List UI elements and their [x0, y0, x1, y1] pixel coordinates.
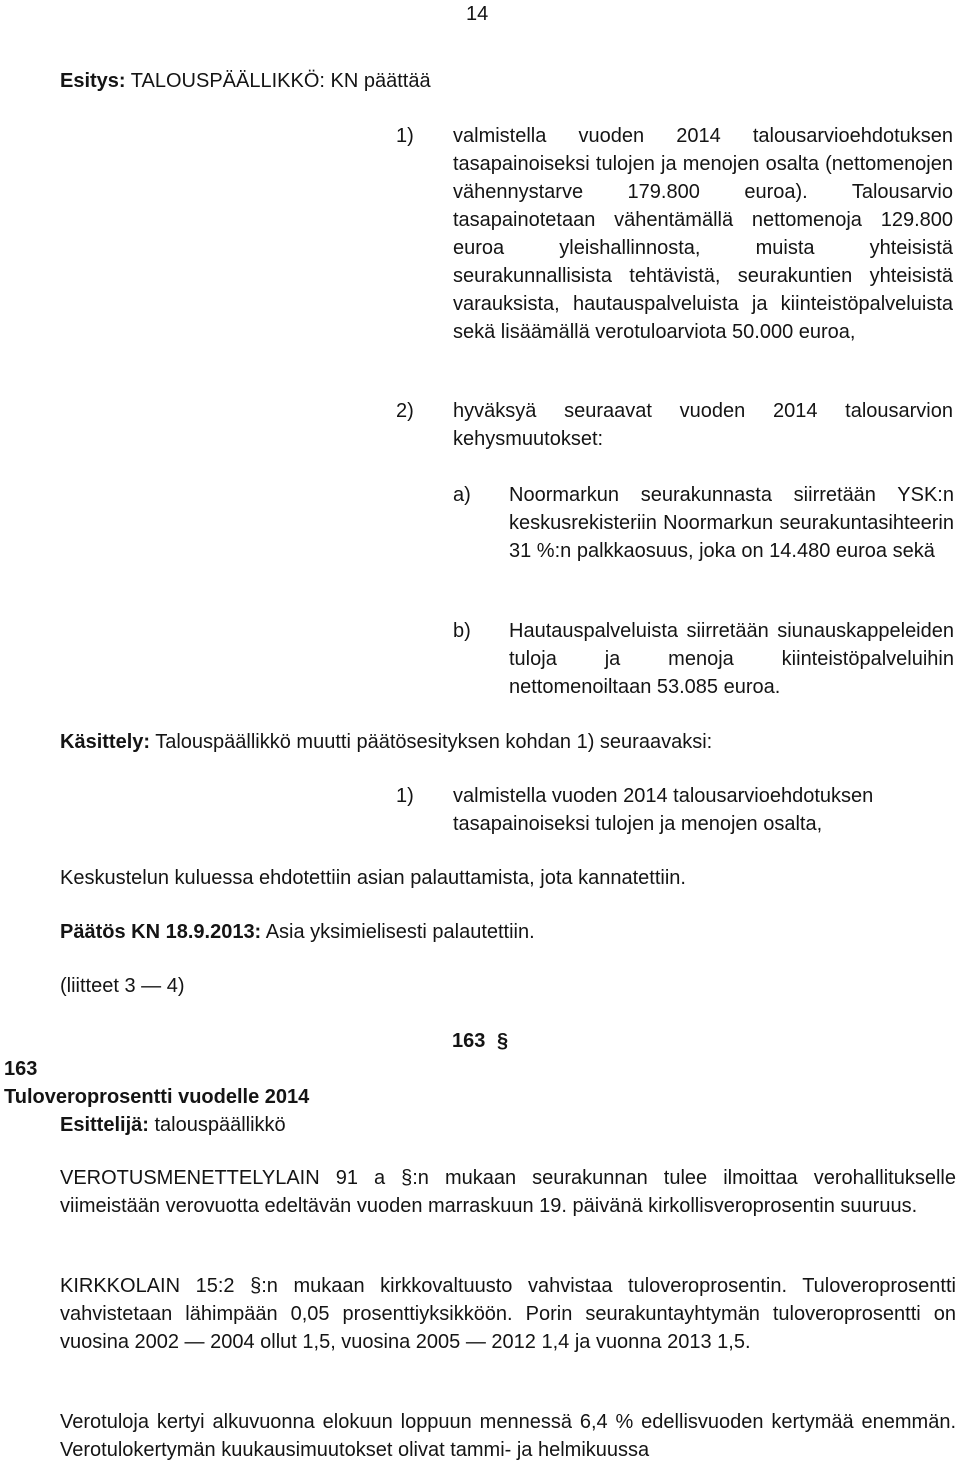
proposal-subitem-a [453, 481, 958, 593]
item-number: 1) [396, 125, 414, 147]
item-text: valmistella vuoden 2014 talousarvioehdotuksen tasapainoiseksi tulojen ja menojen osalta, [453, 785, 874, 835]
subitem-text: Hautauspalveluista siirretään siunauskappeleiden tuloja ja menoja kiinteistöpalveluihin nettomenoiltaan 53.085 euroa. [509, 620, 954, 698]
subitem-text: Noormarkun seurakunnasta siirretään YSK:n keskusrekisteriin Noormarkun seurakuntasihteerin 31 %:n palkkaosuus, joka on 14.480 euroa sekä [509, 484, 954, 562]
section-number-right [452, 1027, 508, 1055]
body-paragraph-3: Verotuloja kertyi alkuvuonna elokuun loppuun mennessä 6,4 % edellisvuoden kertymää enemmän. Verotulokertymän kuukausimuutokset olivat tammi- ja helmikuussa [60, 1411, 956, 1461]
handling-text: Talouspäällikkö muutti päätösesityksen kohdan 1) seuraavaksi: [155, 731, 713, 753]
section-heading [4, 1055, 404, 1139]
decision-label: Päätös KN 18.9.2013: [60, 921, 262, 943]
proposal-heading [60, 67, 431, 95]
item-text: hyväksyä seuraavat vuoden 2014 talousarvion kehysmuutokset: [453, 400, 953, 450]
body-paragraph-1: VEROTUSMENETTELYLAIN 91 a §:n mukaan seurakunnan tulee ilmoittaa verohallitukselle viimeistään verovuotta edeltävän vuoden marraskuun 19. päivänä kirkollisveroprosentin suuruus. [60, 1167, 956, 1217]
item-number: 1) [396, 785, 414, 807]
decision-text: Asia yksimielisesti palautettiin. [265, 921, 535, 943]
section-sign: § [496, 1030, 509, 1052]
proposal-text: TALOUSPÄÄLLIKKÖ: KN päättää [130, 70, 431, 92]
discussion-text: Keskustelun kuluessa ehdotettiin asian palauttamista, jota kannatettiin. [60, 867, 686, 889]
proposal-item-1 [396, 122, 956, 372]
item-text: valmistella vuoden 2014 talousarvioehdotuksen tasapainoiseksi tulojen ja menojen osalta (nettomenojen vähennystarve 179.800 euroa). Talousarvio tasapainotetaan vähentämällä nettomenoja 129.800 euroa yleishallinnosta, muista yhteisistä seurakunnallisista tehtävistä, seurakuntien yhteisistä varauksista, hautauspalveluista ja kiinteistöpalveluista sekä lisäämällä verotuloarviota 50.000 euroa, [453, 125, 953, 343]
subitem-letter: a) [453, 484, 471, 506]
proposal-label: Esitys: [60, 70, 126, 92]
presenter-label: Esittelijä: [60, 1114, 149, 1136]
handling-item-1 [396, 782, 956, 838]
section-number: 163 [452, 1030, 486, 1052]
item-number: 2) [396, 400, 414, 422]
subitem-letter: b) [453, 620, 471, 642]
proposal-item-2 [396, 397, 956, 457]
attachments-note: (liitteet 3 — 4) [60, 975, 185, 997]
section-title: Tuloveroprosentti vuodelle 2014 [4, 1086, 310, 1108]
body-paragraph-2: KIRKKOLAIN 15:2 §:n mukaan kirkkovaltuusto vahvistaa tuloveroprosentin. Tuloveroprosentti vahvistetaan lähimpään 0,05 prosenttiyksikköön. Porin seurakuntayhtymän tuloveroprosentti on vuosina 2002 — 2004 ollut 1,5, vuosina 2005 — 2012 1,4 ja vuonna 2013 1,5. [60, 1275, 956, 1353]
decision [60, 918, 535, 946]
presenter-line [4, 1111, 404, 1139]
page-number: 14 [466, 3, 489, 25]
handling-heading [60, 728, 712, 756]
section-number-left: 163 [4, 1058, 38, 1080]
proposal-subitem-b [453, 617, 958, 701]
handling-label: Käsittely: [60, 731, 151, 753]
presenter-name: talouspäällikkö [154, 1114, 286, 1136]
